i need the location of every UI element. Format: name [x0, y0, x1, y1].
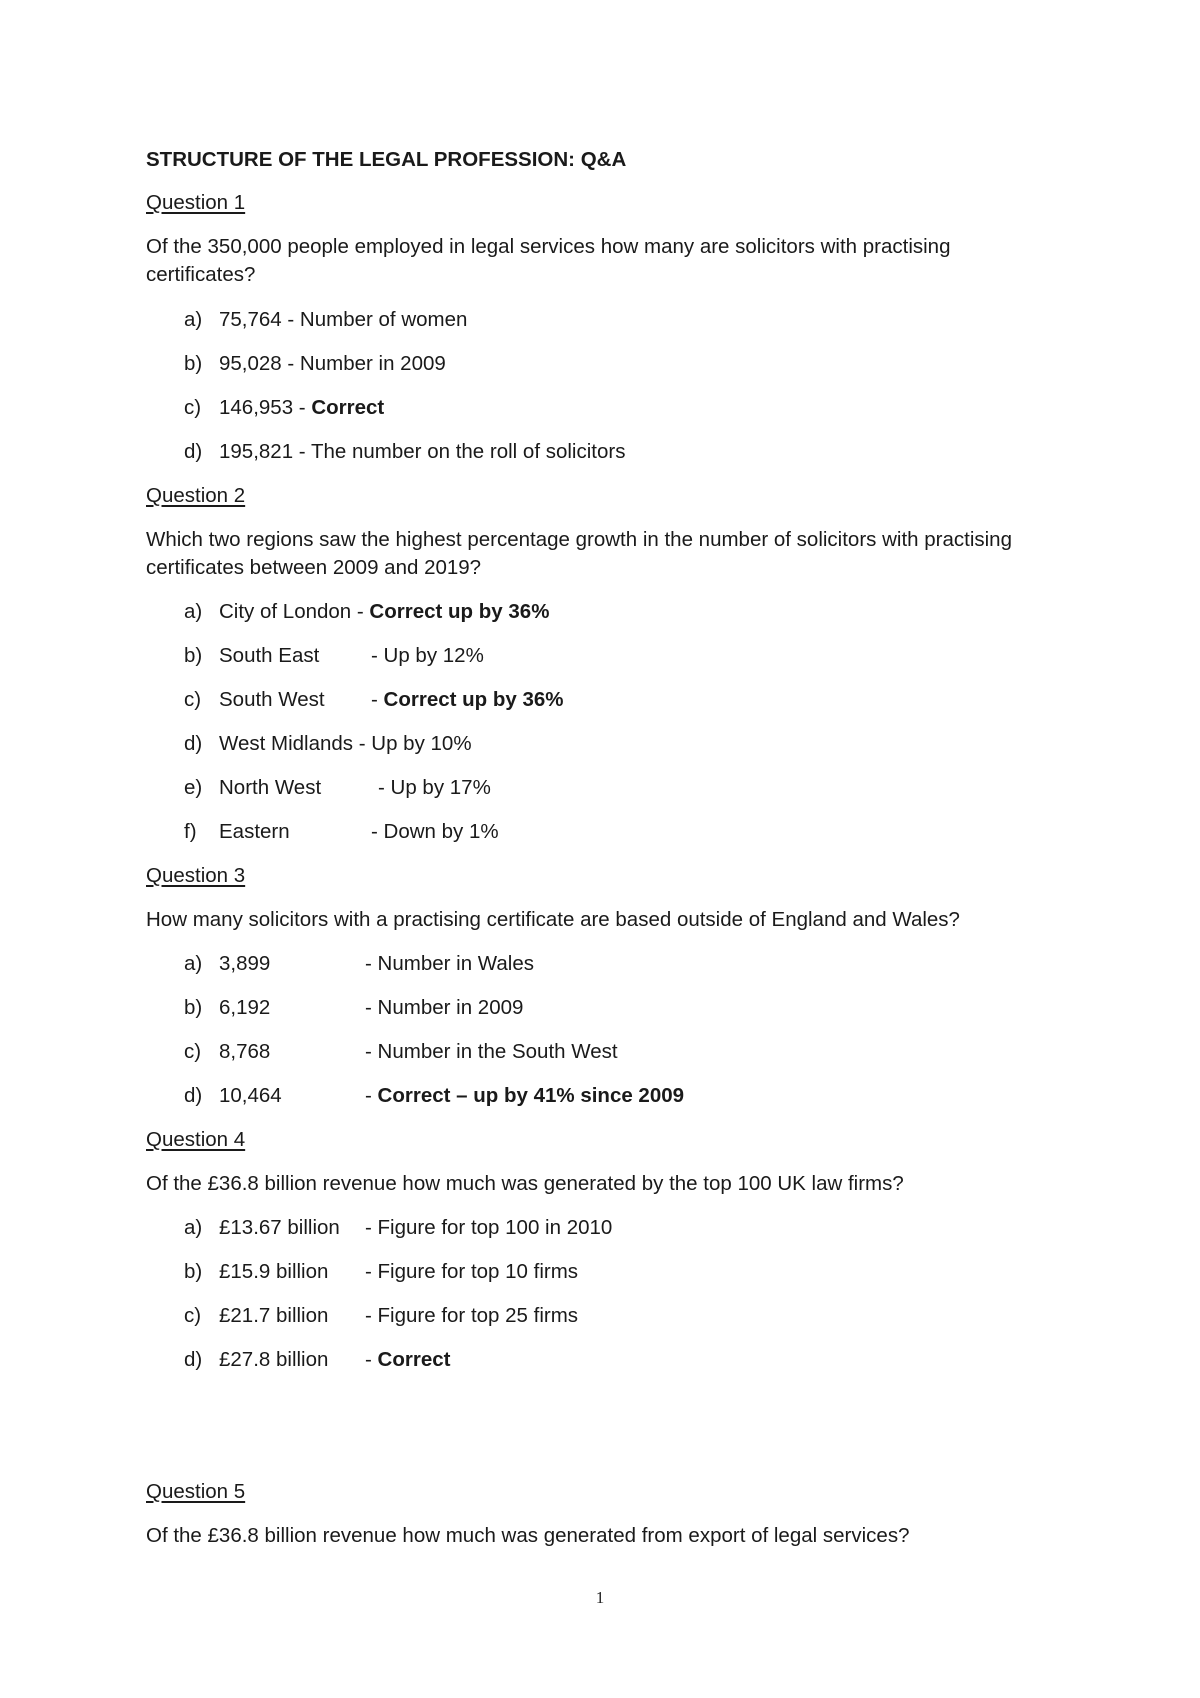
question-5-heading: Question 5: [146, 1480, 246, 1503]
option-letter: c): [184, 396, 202, 419]
option-value: £27.8 billion: [219, 1348, 329, 1371]
option-letter: d): [184, 1084, 203, 1107]
option-note: - Up by 17%: [378, 776, 491, 799]
option-note: - Number in the South West: [365, 1040, 618, 1063]
option-letter: d): [184, 440, 203, 463]
option-value: 3,899: [219, 952, 271, 975]
option-letter: f): [184, 820, 197, 843]
option-letter: c): [184, 688, 202, 711]
option-note: - Figure for top 100 in 2010: [365, 1216, 613, 1239]
question-3-text: How many solicitors with a practising certificate are based outside of England and Wales?: [146, 908, 960, 931]
option-value: 75,764 - Number of women: [219, 308, 468, 331]
option-letter: b): [184, 996, 203, 1019]
option-note: - Correct – up by 41% since 2009: [365, 1084, 685, 1107]
option-letter: a): [184, 308, 203, 331]
option-letter: c): [184, 1040, 202, 1063]
option-letter: b): [184, 352, 203, 375]
option-value: Eastern: [219, 820, 290, 843]
option-note: Up by 10%: [371, 732, 472, 755]
question-5-text: Of the £36.8 billion revenue how much was generated from export of legal services?: [146, 1524, 910, 1547]
page-number: 1: [595, 1588, 605, 1607]
option-letter: b): [184, 644, 203, 667]
option-value: West Midlands - Up by 10%: [219, 732, 472, 755]
option-value: 10,464: [219, 1084, 282, 1107]
option-letter: a): [184, 1216, 203, 1239]
question-4-text: Of the £36.8 billion revenue how much was generated by the top 100 UK law firms?: [146, 1172, 904, 1195]
option-letter: c): [184, 1304, 202, 1327]
option-note-correct: Correct up by 36%: [369, 600, 550, 623]
option-value: 146,953 - Correct: [219, 396, 385, 419]
question-2-text: Which two regions saw the highest percentage growth in the number of solicitors with practising certificates between 2009 and 2019?: [146, 528, 1012, 579]
option-note: - Correct: [365, 1348, 451, 1371]
option-note: - Figure for top 10 firms: [365, 1260, 579, 1283]
question-1-text: Of the 350,000 people employed in legal services how many are solicitors with practising certificates?: [146, 235, 951, 286]
option-value: £21.7 billion: [219, 1304, 329, 1327]
option-value: South West: [219, 688, 325, 711]
option-letter: a): [184, 952, 203, 975]
option-note-correct: Correct – up by 41% since 2009: [377, 1084, 685, 1107]
option-note-correct: Correct: [377, 1348, 451, 1371]
option-note: - Number in Wales: [365, 952, 534, 975]
option-value: £15.9 billion: [219, 1260, 329, 1283]
option-note: - Up by 12%: [371, 644, 484, 667]
option-letter: d): [184, 1348, 203, 1371]
option-note: - Figure for top 25 firms: [365, 1304, 579, 1327]
option-value: 195,821 - The number on the roll of solicitors: [219, 440, 626, 463]
option-note-correct: Correct: [311, 396, 385, 419]
option-value: 8,768: [219, 1040, 271, 1063]
document-title: STRUCTURE OF THE LEGAL PROFESSION: Q&A: [146, 148, 627, 171]
option-value: 95,028 - Number in 2009: [219, 352, 446, 375]
option-note: The number on the roll of solicitors: [310, 440, 626, 463]
option-note-correct: Correct up by 36%: [383, 688, 564, 711]
option-value: 6,192: [219, 996, 271, 1019]
option-value: £13.67 billion: [219, 1216, 340, 1239]
option-letter: e): [184, 776, 203, 799]
option-note: - Number in 2009: [365, 996, 524, 1019]
option-note: - Correct up by 36%: [371, 688, 564, 711]
question-4-heading: Question 4: [146, 1128, 246, 1151]
option-letter: d): [184, 732, 203, 755]
option-note: - Down by 1%: [371, 820, 499, 843]
option-note: Number in 2009: [299, 352, 446, 375]
question-3-heading: Question 3: [146, 864, 246, 887]
option-value: South East: [219, 644, 320, 667]
option-value: City of London - Correct up by 36%: [219, 600, 550, 623]
question-2-heading: Question 2: [146, 484, 246, 507]
option-note: Number of women: [299, 308, 468, 331]
option-letter: a): [184, 600, 203, 623]
option-value: North West: [219, 776, 322, 799]
question-1-heading: Question 1: [146, 191, 246, 214]
option-letter: b): [184, 1260, 203, 1283]
